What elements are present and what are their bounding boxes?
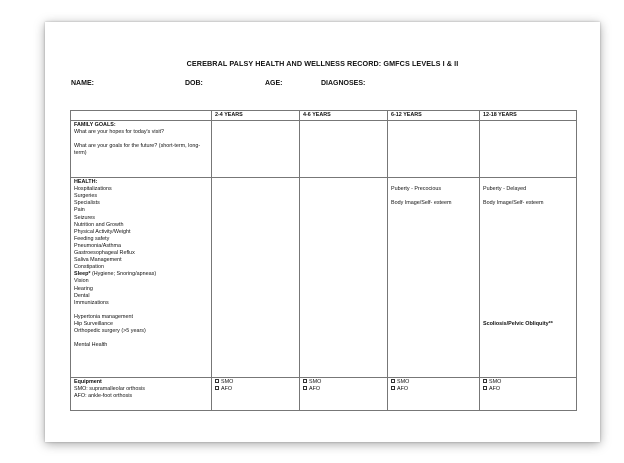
- header-6-12-years: 6-12 YEARS: [388, 111, 480, 121]
- body-image-12-18: Body Image/Self- esteem: [483, 200, 544, 207]
- health-item: Hospitalizations: [74, 186, 112, 193]
- health-item: Hip Surveillance: [74, 320, 113, 327]
- sleep-label: Sleep*: [74, 271, 91, 278]
- health-row: [71, 178, 577, 378]
- diagnoses-label: DIAGNOSES:: [321, 80, 366, 87]
- family-goals-row: [71, 121, 577, 178]
- checkbox-icon[interactable]: [391, 379, 395, 383]
- health-item: Hypertonia management: [74, 313, 134, 320]
- name-label: NAME:: [71, 80, 94, 87]
- mental-health-item: Mental Health: [74, 342, 108, 349]
- puberty-precocious: Puberty - Precocious: [391, 186, 442, 193]
- health-item: Hearing: [74, 285, 93, 292]
- checkbox-icon[interactable]: [215, 379, 219, 383]
- equipment-4-6-cell: [300, 378, 388, 411]
- equipment-heading: Equipment: [74, 379, 102, 385]
- health-6-12-cell[interactable]: [388, 178, 480, 378]
- checkbox-icon[interactable]: [303, 386, 307, 390]
- family-goals-q2: What are your goals for the future? (short-term, long-term): [74, 143, 201, 157]
- health-item: Pneumonia/Asthma: [74, 242, 122, 249]
- smo-checkbox[interactable]: SMO: [215, 379, 296, 386]
- afo-checkbox[interactable]: AFO: [303, 386, 384, 393]
- puberty-delayed: Puberty - Delayed: [483, 186, 527, 193]
- health-item: Feeding safety: [74, 235, 110, 242]
- checkbox-icon[interactable]: [483, 386, 487, 390]
- checkbox-icon[interactable]: [483, 379, 487, 383]
- health-item: Gastroesophageal Reflux: [74, 250, 135, 257]
- header-blank: [71, 111, 212, 121]
- health-item: Specialists: [74, 200, 100, 207]
- health-cell: [71, 178, 212, 378]
- document-title: CEREBRAL PALSY HEALTH AND WELLNESS RECORD: GMFCS LEVELS I & II: [186, 59, 459, 68]
- afo-checkbox[interactable]: AFO: [215, 386, 296, 393]
- health-item: Orthopedic surgery (>5 years): [74, 328, 146, 335]
- health-heading: HEALTH:: [74, 179, 98, 186]
- body-image-6-12: Body Image/Self- esteem: [391, 200, 452, 207]
- checkbox-icon[interactable]: [303, 379, 307, 383]
- family-goals-q1: What are your hopes for today's visit?: [74, 129, 165, 136]
- smo-checkbox[interactable]: SMO: [391, 379, 476, 386]
- equipment-cell: [71, 378, 212, 411]
- health-item: Immunizations: [74, 299, 109, 306]
- equipment-2-4-cell: [212, 378, 300, 411]
- equipment-6-12-cell: [388, 378, 480, 411]
- health-item: Surgeries: [74, 193, 98, 200]
- health-item: Nutrition and Growth: [74, 221, 124, 228]
- sleep-detail: (Hygiene; Snoring/apneas): [90, 271, 157, 278]
- equipment-12-18-cell: [480, 378, 577, 411]
- family-4-6-cell[interactable]: [300, 121, 388, 178]
- header-4-6-years: 4-6 YEARS: [300, 111, 388, 121]
- dob-label: DOB:: [185, 80, 203, 87]
- family-12-18-cell[interactable]: [480, 121, 577, 178]
- health-item: Saliva Management: [74, 257, 122, 264]
- header-row: [71, 111, 577, 121]
- smo-checkbox[interactable]: SMO: [483, 379, 573, 386]
- scoliosis-note: Scoliosis/Pelvic Obliquity**: [483, 321, 553, 328]
- family-2-4-cell[interactable]: [212, 121, 300, 178]
- family-6-12-cell[interactable]: [388, 121, 480, 178]
- family-goals-cell: [71, 121, 212, 178]
- equipment-row: [71, 378, 577, 411]
- health-item: Dental: [74, 292, 90, 299]
- sleep-item: [74, 271, 208, 278]
- header-2-4-years: 2-4 YEARS: [212, 111, 300, 121]
- health-item: Seizures: [74, 214, 95, 221]
- checkbox-icon[interactable]: [215, 386, 219, 390]
- age-label: AGE:: [265, 80, 283, 87]
- afo-checkbox[interactable]: AFO: [391, 386, 476, 393]
- smo-checkbox[interactable]: SMO: [303, 379, 384, 386]
- wellness-table: [70, 110, 577, 411]
- health-4-6-cell[interactable]: [300, 178, 388, 378]
- health-2-4-cell[interactable]: [212, 178, 300, 378]
- checkbox-icon[interactable]: [391, 386, 395, 390]
- health-item: Constipation: [74, 264, 104, 271]
- health-item: Vision: [74, 278, 89, 285]
- afo-checkbox[interactable]: AFO: [483, 386, 573, 393]
- record-sheet: [45, 22, 600, 442]
- header-12-18-years: 12-18 YEARS: [480, 111, 577, 121]
- afo-definition: AFO: ankle-foot orthosis: [74, 393, 133, 400]
- family-goals-heading: FAMILY GOALS:: [74, 122, 116, 129]
- health-item: Physical Activity/Weight: [74, 228, 131, 235]
- health-item: Pain: [74, 207, 85, 214]
- health-12-18-cell[interactable]: [480, 178, 577, 378]
- smo-definition: SMO: supramalleolar orthosis: [74, 386, 146, 393]
